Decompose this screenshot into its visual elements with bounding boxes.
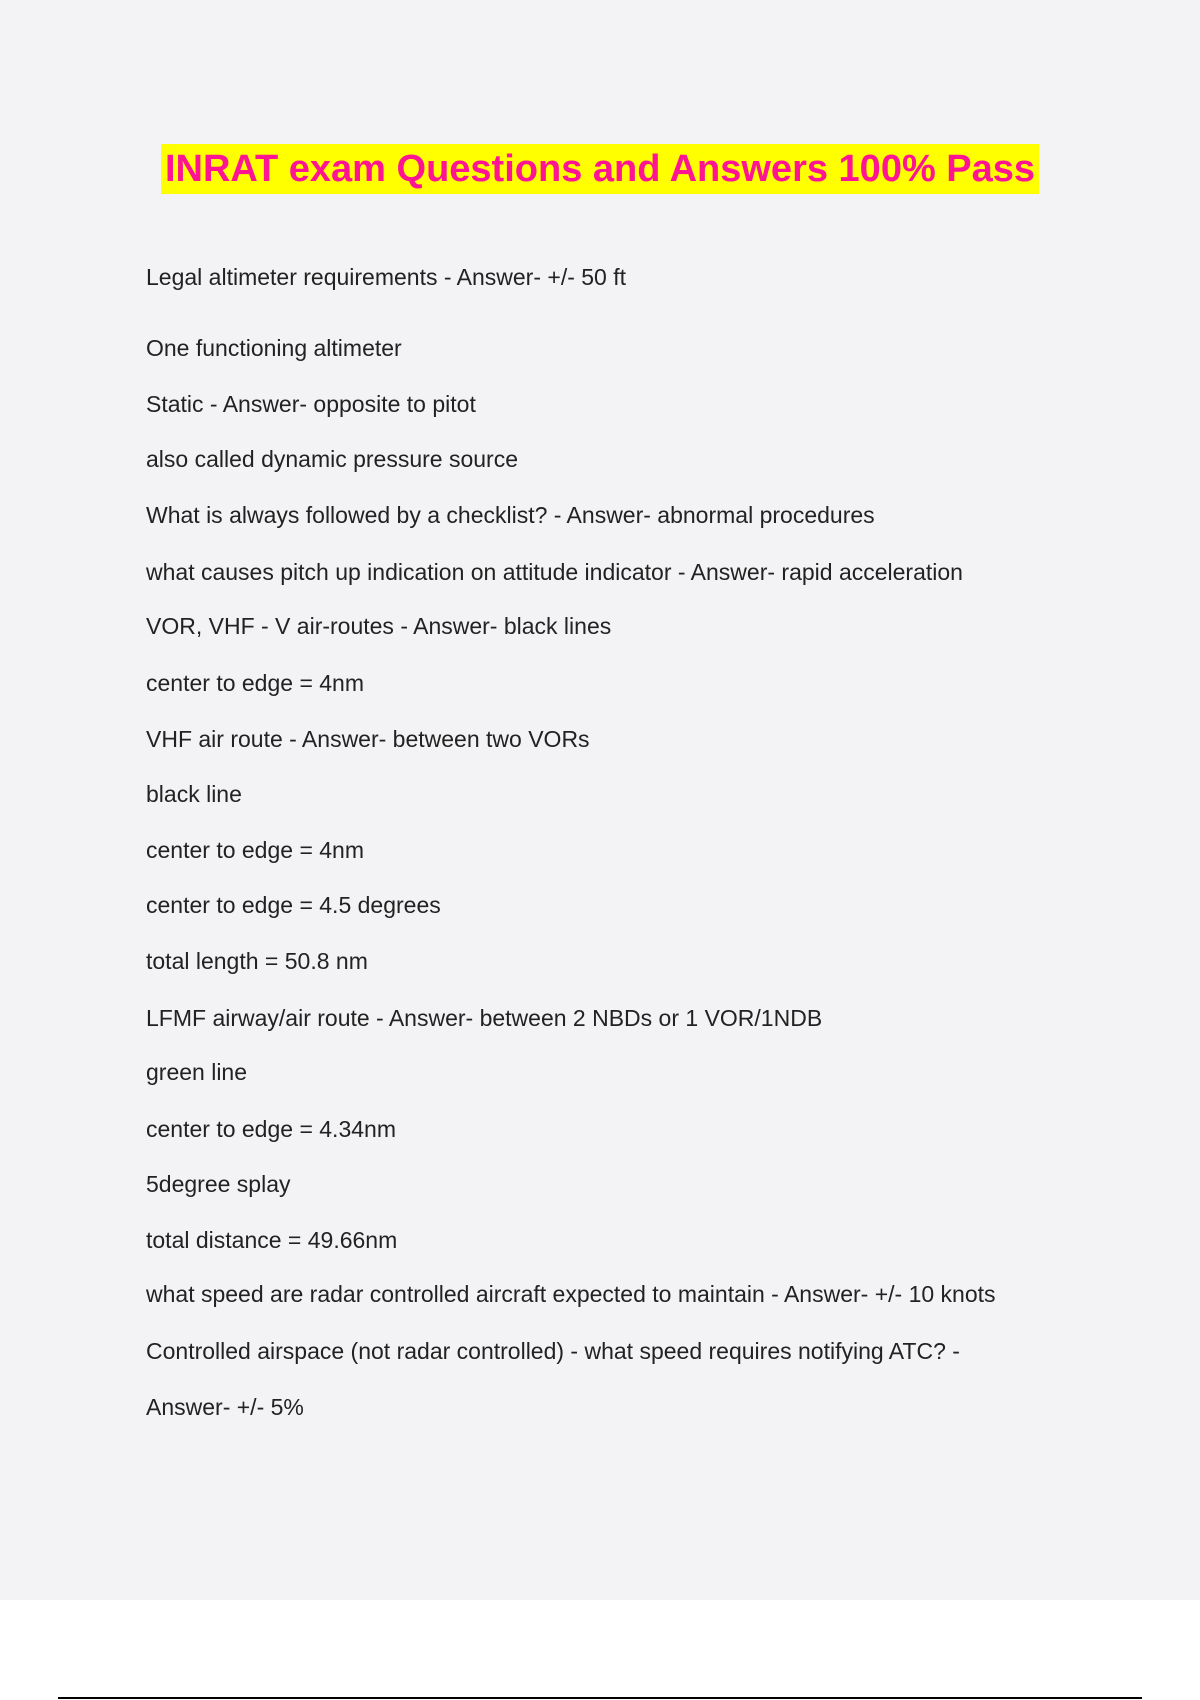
text-line: total distance = 49.66nm	[146, 1227, 398, 1253]
text-line: Static - Answer- opposite to pitot	[146, 391, 476, 417]
text-line: center to edge = 4nm	[146, 670, 365, 696]
text-line: VOR, VHF - V air-routes - Answer- black lines	[146, 613, 612, 639]
text-line: what causes pitch up indication on attitude indicator - Answer- rapid acceleration	[146, 559, 963, 585]
text-line: LFMF airway/air route - Answer- between 2 NBDs or 1 VOR/1NDB	[146, 1005, 823, 1031]
text-line: One functioning altimeter	[146, 335, 402, 361]
title-container	[0, 144, 1200, 194]
text-line: center to edge = 4.5 degrees	[146, 892, 441, 918]
text-line: Controlled airspace (not radar controlled) - what speed requires notifying ATC? -	[146, 1338, 960, 1364]
text-line: black line	[146, 781, 242, 807]
text-line: VHF air route - Answer- between two VORs	[146, 726, 590, 752]
text-line: Answer- +/- 5%	[146, 1394, 304, 1420]
text-line: 5degree splay	[146, 1171, 291, 1197]
text-line: What is always followed by a checklist? - Answer- abnormal procedures	[146, 502, 875, 528]
text-line: Legal altimeter requirements - Answer- +/- 50 ft	[146, 264, 627, 290]
text-line: green line	[146, 1059, 248, 1085]
text-line: total length = 50.8 nm	[146, 948, 368, 974]
text-line: also called dynamic pressure source	[146, 446, 519, 472]
text-line: center to edge = 4nm	[146, 837, 365, 863]
text-line: what speed are radar controlled aircraft expected to maintain - Answer- +/- 10 knots	[146, 1281, 996, 1307]
text-line: center to edge = 4.34nm	[146, 1116, 396, 1142]
footer-rule	[58, 1697, 1142, 1699]
document-title: INRAT exam Questions and Answers 100% Pass	[161, 144, 1039, 194]
